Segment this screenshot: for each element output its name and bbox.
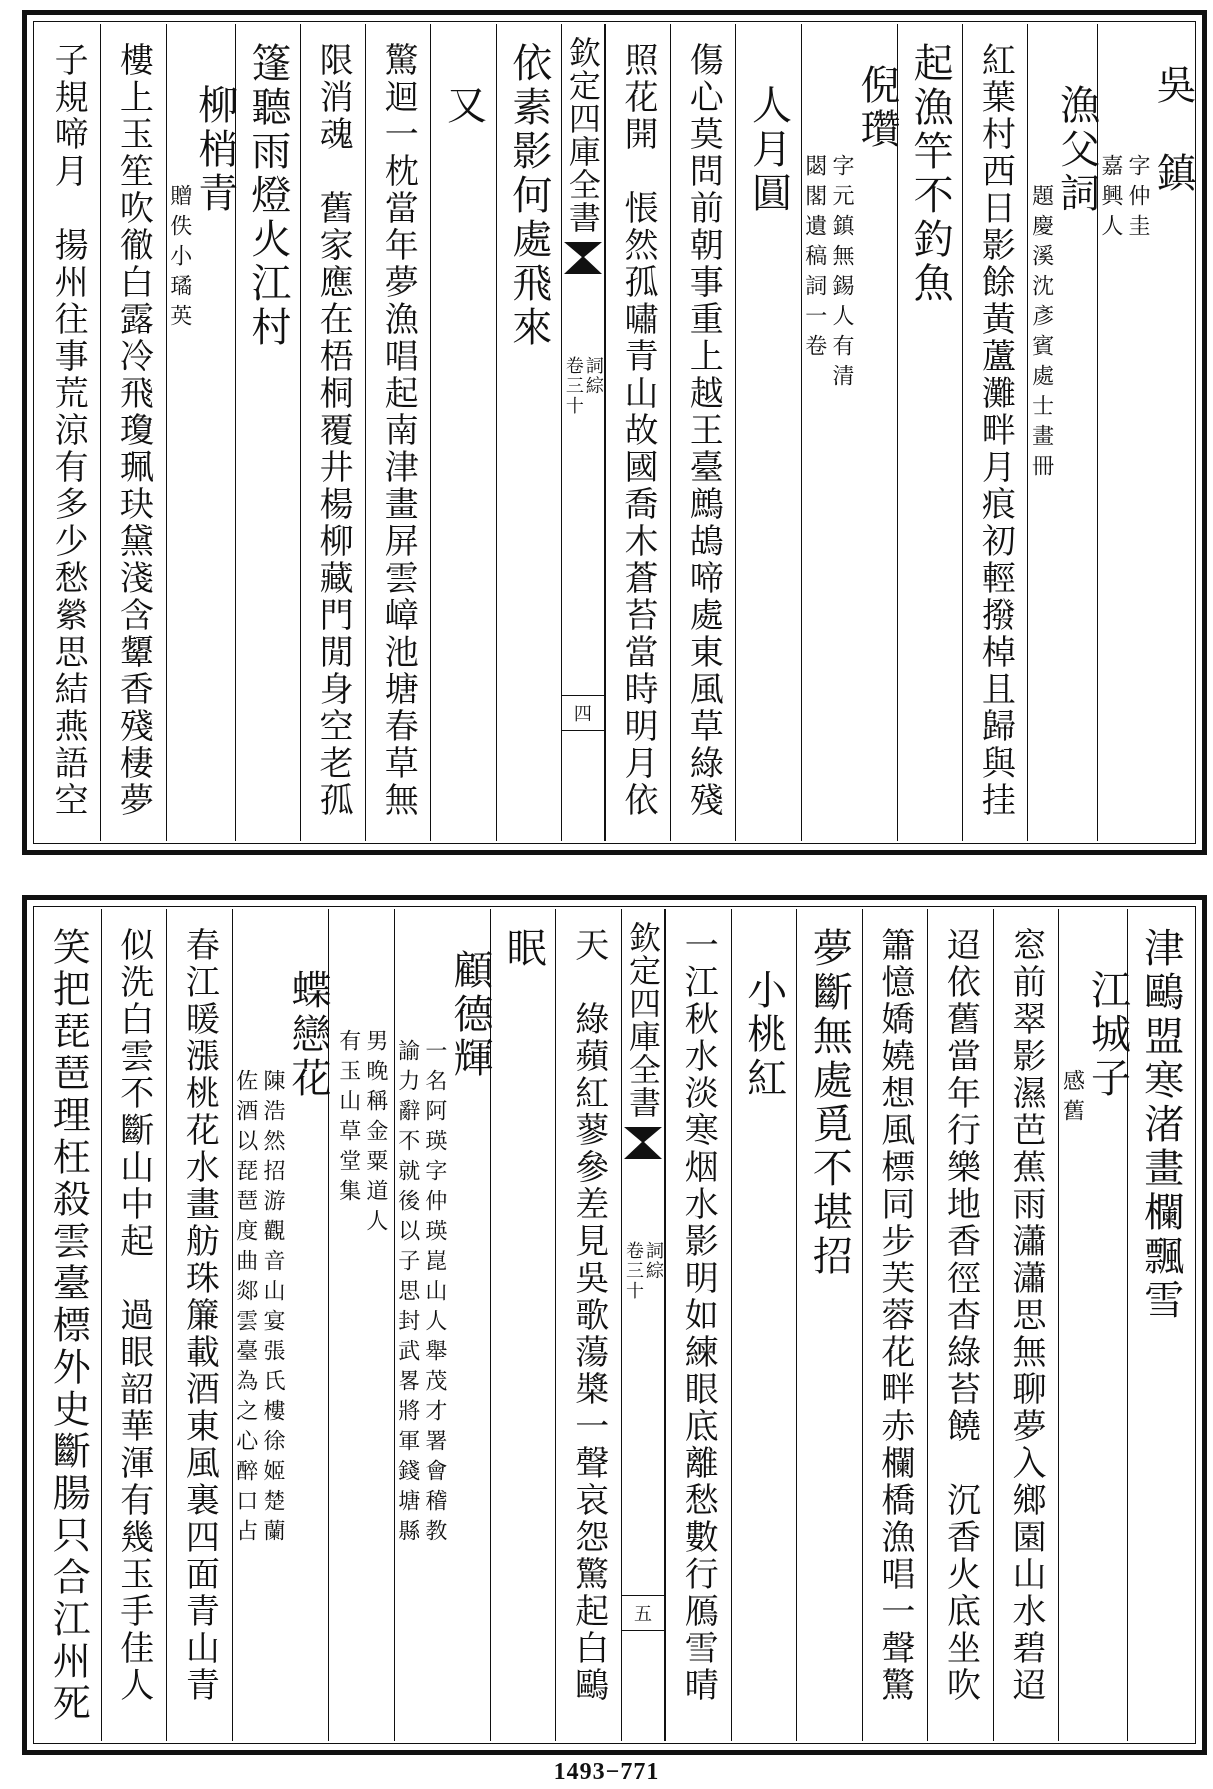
poem-line: 迢依舊當年行樂地香徑杳綠苔饒 沉香火底坐吹 [940,927,981,1704]
text-column-body [897,24,962,841]
volume-label [624,1241,662,1301]
volume-label-line: 詞綜 [642,1241,664,1281]
annotation-note: 男晚稱金粟道人 [362,1029,388,1239]
poem-line: 一江秋水淡寒烟水影明如練眼底離愁數行鴈雪晴 [678,927,719,1704]
poem-line: 紅葉村西日影餘黃蘆灘畔月痕初輕撥棹且歸與挂 [975,42,1016,819]
tune-title: 人月圓 [745,84,792,216]
text-column-title [735,24,800,841]
tune-title: 又 [440,84,487,128]
author-name: 顧德輝 [446,949,493,1081]
poem-line: 簫憶嬌嬈想風標同步芙蓉花畔赤欄橋漁唱一聲驚 [874,927,915,1704]
annotation-note: 字元鎮無錫人有清 [828,154,854,394]
text-column-body [862,909,928,1741]
annotation-note: 有玉山草堂集 [335,1029,361,1209]
annotation-note: 一名阿瑛字仲瑛崑山人舉茂才署會稽教 [421,1039,447,1549]
author-name: 倪 [853,64,900,108]
text-column-body [962,24,1027,841]
volume-label-line: 卷三十 [562,356,584,416]
annotation-note: 閟閣遺稿詞一卷 [801,154,827,364]
poem-line: 津鷗盟寒渚畫欄飄雪 [1137,927,1184,1323]
author-name: 吳 [1150,64,1196,108]
poem-line: 傷心莫問前朝事重上越王臺鷓鴣啼處東風草綠殘 [683,42,724,819]
annotation-note: 字仲圭 [1125,154,1150,244]
folio-number: 五 [622,1595,664,1631]
poem-line: 窓前翠影濕芭蕉雨瀟瀟思無聊夢入鄉園山水碧迢 [1005,927,1046,1704]
annotation-note: 嘉興人 [1097,154,1123,244]
volume-label-line: 詞綜 [582,356,604,396]
poem-line: 依素影何處飛來 [505,42,552,350]
tune-title: 柳梢青 [191,84,238,216]
center-fold-gutter [621,909,665,1741]
text-column-name [801,24,900,841]
tune-title: 漁父詞 [1053,84,1100,216]
text-column-body [166,909,232,1741]
text-column-body [1127,909,1193,1741]
upper-page [22,10,1207,855]
annotation-note: 題慶溪沈彥賓處士畫冊 [1028,184,1054,484]
lower-page [22,895,1207,1755]
text-column-title [1058,909,1131,1741]
lower-page-columns [36,909,1193,1741]
volume-label-line: 卷三十 [622,1241,644,1301]
text-column-body [300,24,365,841]
poem-line: 照花開 悵然孤嘯青山故國喬木蒼苔當時明月依 [618,42,658,819]
poem-line: 天 綠蘋紅蓼參差見吳歌蕩槳一聲哀怨驚起白鷗 [568,927,609,1704]
text-column-title [232,909,331,1741]
author-name-part: 鎮 [1150,108,1196,196]
text-column-body [100,24,165,841]
poem-line: 篷聽雨燈火江村 [244,42,291,350]
annotation-note: 感舊 [1059,1069,1085,1129]
text-column-body [235,24,300,841]
poem-line: 子規啼月 揚州往事荒涼有多少愁縈思結燕語空 [48,42,89,819]
poem-line: 限消魂 舊家應在梧桐覆井楊柳藏門閒身空老孤 [313,42,354,819]
text-column-body [993,909,1059,1741]
text-column-title [430,24,495,841]
upper-page-columns [36,24,1196,841]
tune-title: 蝶戀花 [284,969,331,1101]
tune-title: 小桃紅 [740,969,787,1101]
text-column-body [101,909,167,1741]
text-column-body [665,909,731,1741]
fishtail-mark-icon [564,242,602,276]
text-column-body [796,909,862,1741]
text-column-body [927,909,993,1741]
poem-line: 樓上玉笙吹徹白露冷飛瓊珮玦黛淺含顰香殘棲夢 [113,42,154,819]
text-column-body [365,24,430,841]
poem-line: 夢斷無處覓不堪招 [806,927,853,1279]
poem-line: 驚迴一枕當年夢漁唱起南津畫屏雲嶂池塘春草無 [378,42,419,819]
book-title: 欽定四庫全書 [563,36,602,234]
poem-line: 春江暖漲桃花水畫舫珠簾載酒東風裏四面青山青 [179,927,220,1704]
folio-number: 四 [562,695,604,731]
annotation-note: 贈佚小璚英 [166,184,192,334]
text-column-body [670,24,735,841]
text-column-name [394,909,493,1741]
author-name-part: 瓚 [853,108,900,152]
annotation-note: 諭力辭不就後以子思封武畧將軍錢塘縣 [394,1039,420,1549]
page-number: 1493−771 [553,1759,660,1785]
text-column-body [555,909,621,1741]
annotation-note: 佐酒以琵琶度曲郯雲臺為之心醉口占 [232,1069,258,1549]
annotation-note: 陳浩然招游觀音山宴張氏樓徐姬楚蘭 [259,1069,285,1549]
text-column-notes_only [328,909,394,1741]
text-column-body [36,24,100,841]
text-column-body [36,909,101,1741]
text-column-title [1027,24,1100,841]
poem-line: 似洗白雲不斷山中起 過眼韶華渾有幾玉手佳人 [113,927,154,1704]
poem-line: 起漁竿不釣魚 [907,42,954,306]
text-column-title [166,24,238,841]
text-column-title [731,909,797,1741]
center-fold-gutter [561,24,605,841]
volume-label [564,356,602,416]
text-column-body [496,24,561,841]
poem-line: 笑把琵琶理枉殺雲臺標外史斷腸只合江州死 [46,927,91,1725]
poem-line: 眠 [500,927,547,971]
text-column-name [1097,24,1196,841]
fishtail-mark-icon [624,1127,662,1161]
book-title: 欽定四庫全書 [623,921,662,1119]
tune-title: 江城子 [1084,969,1131,1101]
text-column-body [605,24,670,841]
text-column-body [490,909,556,1741]
